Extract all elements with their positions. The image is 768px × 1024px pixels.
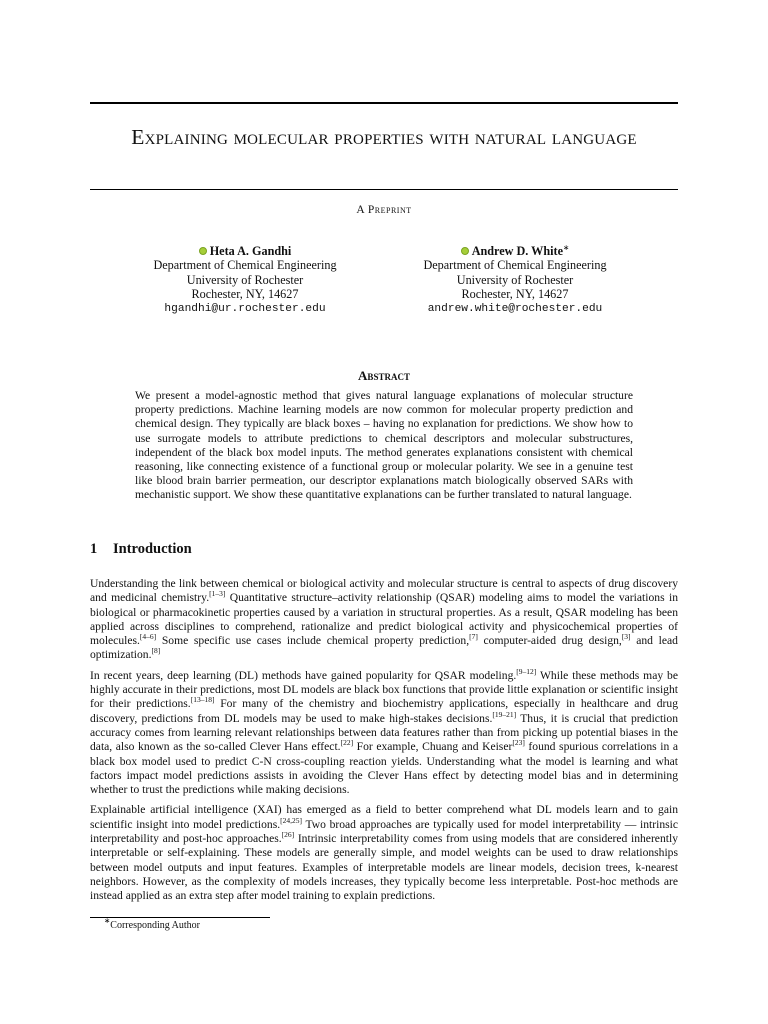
paragraph-text: computer-aided drug design,: [477, 634, 622, 648]
paragraph-text: Quantitative structure–activity relationship (QSAR) modeling aims to model the variations in biological or pharmacokinetic properties caused by a variation in structural properties. As a result, QSAR modeling has been applied across disciplines to comprehend, rationalize and predict biological activity and physicochemical properties of molecules.: [90, 591, 678, 648]
section-heading: [90, 541, 192, 558]
footnote: [104, 916, 201, 931]
paragraph-text: For example, Chuang and Keiser: [353, 740, 513, 754]
citation-link[interactable]: [3]: [621, 632, 631, 642]
author-institution: University of Rochester: [456, 272, 574, 287]
paragraph-text: Two broad approaches are typically used for model interpretability — intrinsic interpretability and post-hoc approaches.: [90, 817, 679, 846]
paragraph: [90, 577, 678, 663]
author-affiliation: Department of Chemical Engineering: [423, 258, 607, 273]
paragraph-text: In recent years, deep learning (DL) methods have gained popularity for QSAR modeling.: [90, 668, 517, 682]
paragraph: [90, 803, 678, 903]
introduction-body: [90, 577, 678, 910]
corresponding-author-marker[interactable]: ∗: [563, 243, 570, 252]
section-number: 1: [90, 541, 98, 557]
title-top-rule: [90, 102, 678, 104]
paragraph-text: Intrinsic interpretability comes from using models that are considered inherently interpretable or self-explaining. These models are generally simple, and model weights can be used to draw relationships between model outputs and input features. Examples of interpretable models are linear models, decision trees, k-nearest neighbors. However, as the complexity of models increases, they typically become less interpretable. Post-hoc methods are instead applied as an extra step after model training to explain predictions.: [90, 832, 678, 903]
paragraph-text: For many of the chemistry and biochemistry applications, especially in healthcare and drug discovery, predictions from DL models may be used to make high-stakes decisions.: [90, 697, 678, 725]
author-institution: University of Rochester: [186, 272, 304, 287]
citation-link[interactable]: [7]: [469, 632, 478, 642]
citation-link[interactable]: [9–12]: [516, 666, 537, 676]
orcid-icon[interactable]: [461, 247, 469, 255]
citation-link[interactable]: [24,25]: [280, 815, 303, 825]
footnote-rule: [90, 917, 270, 918]
citation-link[interactable]: [23]: [512, 738, 525, 748]
paragraph-text: Thus, it is crucial that prediction accuracy comes from learning relevant relationships between data features rather than from picking up potential biases in the data, also known as the so-called Clever Hans effect.: [90, 711, 678, 754]
author-affiliation: Department of Chemical Engineering: [153, 258, 337, 273]
paper-title: Explaining molecular properties with natural language: [131, 125, 637, 149]
paragraph-text: Some specific use cases include chemical property prediction,: [156, 634, 470, 648]
footnote-text: Corresponding Author: [110, 920, 201, 931]
author-name: Andrew D. White: [471, 244, 563, 258]
preprint-label: A Preprint: [356, 204, 412, 216]
abstract-text: We present a model-agnostic method that gives natural language explanations of molecular structure property predictions. Machine learning models are now common for molecular property prediction and chemical design. They typically are black boxes – having no explanation for predictions. We show how to use surrogate models to attribute predictions to chemical descriptors and molecular substructures, independent of the black box model inputs. The method generates explanations consistent with chemical reasoning, like connecting existence of a functional group or molecular polarity. We see in a genuine test like blood brain barrier permeation, our descriptor explanations match biologically observed SARs with mechanistic support. We show these quantitative explanations can be further translated to natural language.: [135, 389, 633, 502]
author-email[interactable]: andrew.white@rochester.edu: [427, 302, 603, 315]
citation-link[interactable]: [13–18]: [190, 695, 215, 705]
section-title: Introduction: [113, 541, 192, 557]
footnote-marker: ∗: [104, 916, 111, 925]
title-bottom-rule: [90, 189, 678, 190]
author-block: [115, 244, 375, 316]
paragraph: [90, 666, 679, 798]
author-name: Heta A. Gandhi: [209, 244, 292, 258]
paragraph-text: While these methods may be highly accurate in their predictions, most DL models are black box functions that provide little explanation or scientific insight for their predictions.: [90, 668, 679, 711]
author-block: [385, 244, 645, 316]
paragraph-text: found spurious correlations in a black box model used to predict C-N cross-coupling reaction yields. Understanding what the model is learning and what factors impact model predictions assists in avoiding the Clever Hans effect by detecting model bias and in determining whether to trust the predictions while making decisions.: [90, 740, 678, 797]
citation-link[interactable]: [19–21]: [492, 709, 517, 719]
paragraph-text: Explainable artificial intelligence (XAI) has emerged as a field to better comprehend what DL models learn and to gain scientific insight into model predictions.: [90, 803, 678, 831]
author-location: Rochester, NY, 14627: [461, 287, 569, 302]
orcid-icon[interactable]: [199, 247, 207, 255]
paragraph-text: and lead optimization.: [90, 634, 678, 662]
author-email[interactable]: hgandhi@ur.rochester.edu: [164, 302, 326, 315]
author-location: Rochester, NY, 14627: [191, 287, 299, 302]
citation-link[interactable]: [26]: [281, 830, 295, 840]
citation-link[interactable]: [8]: [151, 646, 161, 656]
abstract-heading: Abstract: [358, 368, 410, 383]
citation-link[interactable]: [1–3]: [209, 589, 226, 599]
citation-link[interactable]: [4–6]: [139, 632, 157, 642]
paragraph-text: Understanding the link between chemical or biological activity and molecular structure is central to aspects of drug discovery and medicinal chemistry.: [90, 577, 678, 605]
citation-link[interactable]: [22]: [340, 738, 354, 748]
